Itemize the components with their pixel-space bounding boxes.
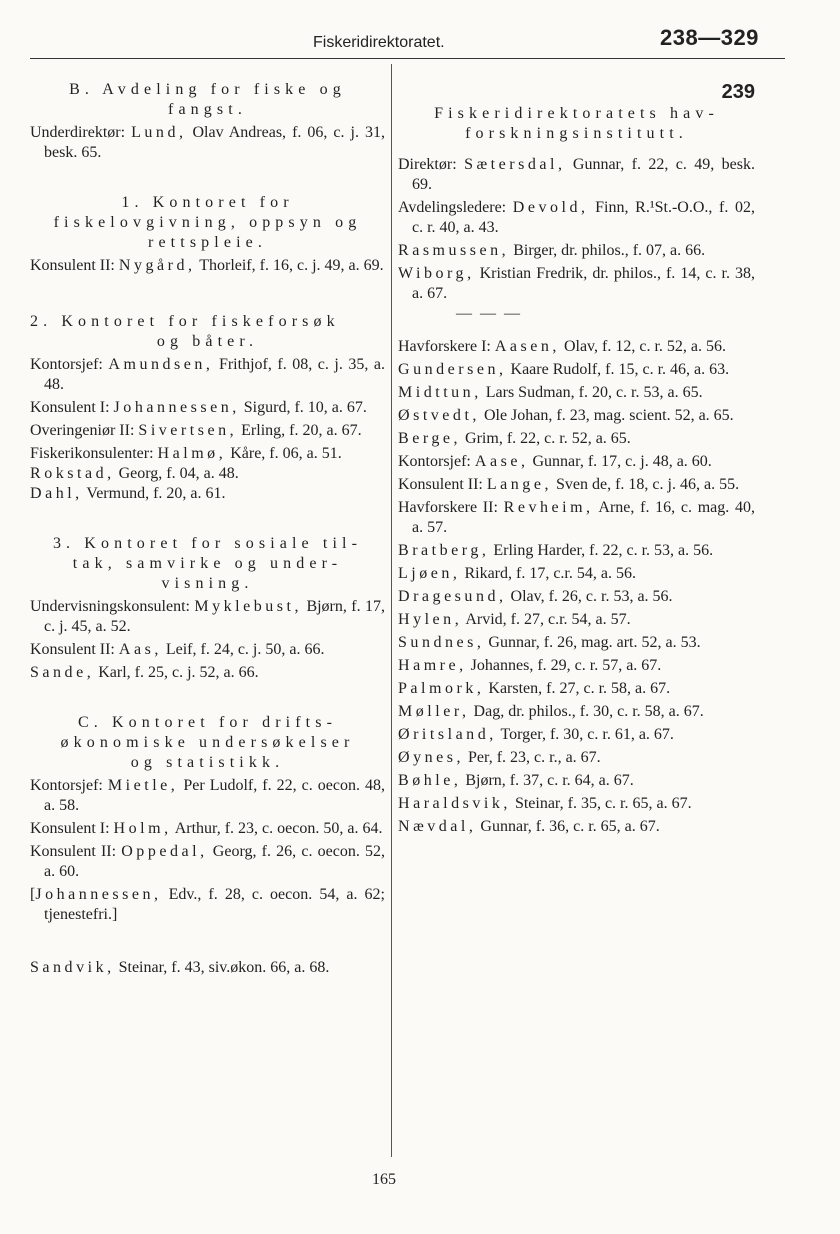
entry-k2-3: Overingeniør II: Sivertsen, Erling, f. 20, a. 67. xyxy=(30,422,362,439)
entry-c-2: Konsulent I: Holm, Arthur, f. 23, c. oecon. 50, a. 64. xyxy=(30,820,383,837)
entry-r17: Sundnes, Gunnar, f. 26, mag. art. 52, a. 53. xyxy=(398,634,701,651)
entry-k3-2: Konsulent II: Aas, Leif, f. 24, c. j. 50, a. 66. xyxy=(30,641,325,658)
entry-r3: Rasmussen, Birger, dr. philos., f. 07, a. 66. xyxy=(398,242,706,259)
entry-k2-1: Kontorsjef: Amundsen, Frithjof, f. 08, c. j. 35, a. 48. xyxy=(30,356,385,393)
entry-r25: Nævdal, Gunnar, f. 36, c. r. 65, a. 67. xyxy=(398,818,660,835)
office-heading-3: 3. Kontoret for sosiale til- tak, samvirke og under- visning. xyxy=(52,535,363,592)
entry-k2-5: Rokstad, Georg, f. 04, a. 48. xyxy=(30,465,239,482)
column-divider xyxy=(391,64,392,1157)
running-head-page-range: 238—329 xyxy=(660,25,759,50)
office-heading-2: 2. Kontoret for fiskeforsøk og båter. xyxy=(30,313,340,350)
entry-c-1: Kontorsjef: Mietle, Per Ludolf, f. 22, c. oecon. 48, a. 58. xyxy=(30,777,385,814)
running-head xyxy=(0,25,840,58)
entry-r22: Øynes, Per, f. 23, c. r., a. 67. xyxy=(398,749,601,766)
entry-r10: Kontorsjef: Aase, Gunnar, f. 17, c. j. 48, a. 60. xyxy=(398,453,712,470)
entry-r5: Havforskere I: Aasen, Olav, f. 12, c. r. 52, a. 56. xyxy=(398,338,726,355)
entry-r21: Øritsland, Torger, f. 30, c. r. 61, a. 67. xyxy=(398,726,674,743)
right-column xyxy=(398,80,755,837)
entry-r16: Hylen, Arvid, f. 27, c.r. 54, a. 57. xyxy=(398,611,631,628)
office-heading-1: 1. Kontoret for fiskelovgivning, oppsyn og rettspleie. xyxy=(53,194,362,251)
institute-heading: Fiskeridirektoratets hav- forskningsinstitutt. xyxy=(434,105,719,142)
entry-r20: Møller, Dag, dr. philos., f. 30, c. r. 58, a. 67. xyxy=(398,703,704,720)
header-rule xyxy=(30,58,785,59)
entry-k3-1: Undervisningskonsulent: Myklebust, Bjørn, f. 17, c. j. 45, a. 52. xyxy=(30,598,385,635)
entry-k2-2: Konsulent I: Johannessen, Sigurd, f. 10, a. 67. xyxy=(30,399,367,416)
entry-r8: Østvedt, Ole Johan, f. 23, mag. scient. 52, a. 65. xyxy=(398,407,734,424)
entry-c-4: [Johannessen, Edv., f. 28, c. oecon. 54, a. 62; tjenestefri.] xyxy=(30,886,385,923)
entry-r7: Midttun, Lars Sudman, f. 20, c. r. 53, a. 65. xyxy=(398,384,703,401)
entry-r23: Bøhle, Bjørn, f. 37, c. r. 64, a. 67. xyxy=(398,772,634,789)
entry-k2-4: Fiskerikonsulenter: Halmø, Kåre, f. 06, a. 51. xyxy=(30,445,342,462)
page-number-239: 239 xyxy=(721,81,755,103)
entry-r15: Dragesund, Olav, f. 26, c. r. 53, a. 56. xyxy=(398,588,673,605)
entry-k2-6: Dahl, Vermund, f. 20, a. 61. xyxy=(30,485,226,502)
folio-page-number: 165 xyxy=(372,1171,396,1188)
entry-r19: Palmork, Karsten, f. 27, c. r. 58, a. 67. xyxy=(398,680,671,697)
entry-r24: Haraldsvik, Steinar, f. 35, c. r. 65, a. 67. xyxy=(398,795,692,812)
entry-r1: Direktør: Sætersdal, Gunnar, f. 22, c. 49, besk. 69. xyxy=(398,156,755,193)
entry-underdirektor: Underdirektør: Lund, Olav Andreas, f. 06, c. j. 31, besk. 65. xyxy=(30,124,386,161)
entry-r4: Wiborg, Kristian Fredrik, dr. philos., f. 14, c. r. 38, a. 67. xyxy=(398,265,755,302)
entry-c-3: Konsulent II: Oppedal, Georg, f. 26, c. oecon. 52, a. 60. xyxy=(30,843,386,880)
section-heading-b: B. Avdeling for fiske og fangst. xyxy=(69,81,346,118)
entry-r6: Gundersen, Kaare Rudolf, f. 15, c. r. 46, a. 63. xyxy=(398,361,730,378)
entry-k3-3: Sande, Karl, f. 25, c. j. 52, a. 66. xyxy=(30,664,259,681)
entry-c-5: Sandvik, Steinar, f. 43, siv.økon. 66, a. 68. xyxy=(30,959,330,976)
entry-r2: Avdelingsledere: Devold, Finn, R.¹St.-O.O., f. 02, c. r. 40, a. 43. xyxy=(398,199,756,236)
running-head-title: Fiskeridirektoratet. xyxy=(313,34,445,51)
entry-r13: Bratberg, Erling Harder, f. 22, c. r. 53, a. 56. xyxy=(398,542,714,559)
separator-dashes: — — — xyxy=(456,305,522,322)
entry-r18: Hamre, Johannes, f. 29, c. r. 57, a. 67. xyxy=(398,657,662,674)
entry-r14: Ljøen, Rikard, f. 17, c.r. 54, a. 56. xyxy=(398,565,636,582)
entry-r9: Berge, Grim, f. 22, c. r. 52, a. 65. xyxy=(398,430,631,447)
left-column xyxy=(30,80,385,978)
entry-r11: Konsulent II: Lange, Sven de, f. 18, c. j. 46, a. 55. xyxy=(398,476,740,493)
section-heading-c: C. Kontoret for drifts- økonomiske undersøkelser og statistikk. xyxy=(60,714,355,771)
entry-k1-1: Konsulent II: Nygård, Thorleif, f. 16, c. j. 49, a. 69. xyxy=(30,257,384,274)
entry-r12: Havforskere II: Revheim, Arne, f. 16, c. mag. 40, a. 57. xyxy=(398,499,755,536)
